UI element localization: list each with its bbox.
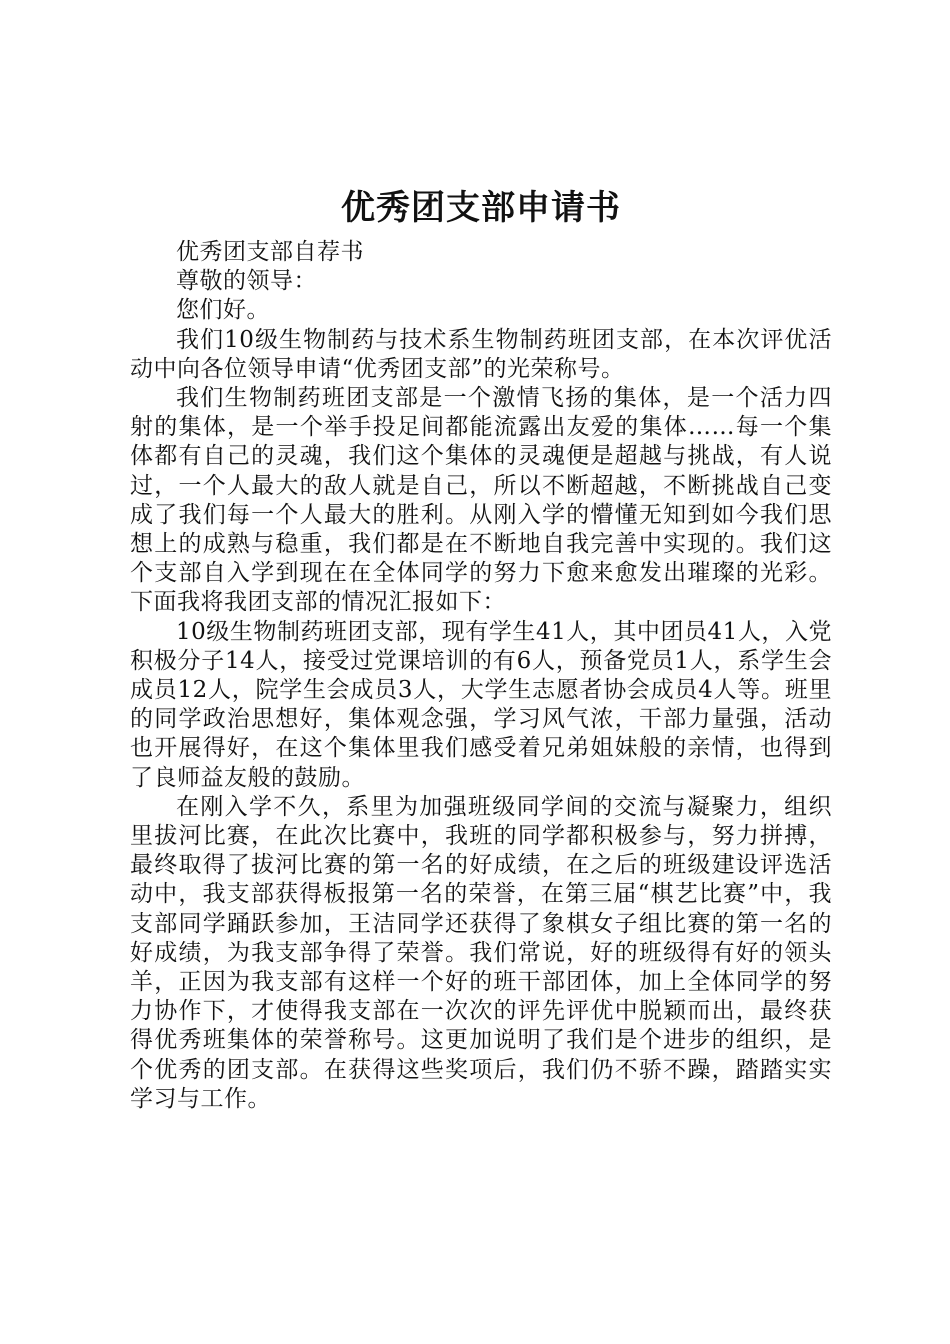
paragraph-intro: 我们10级生物制药与技术系生物制药班团支部，在本次评优活动中向各位领导申请“优秀团支部”的光荣称号。 bbox=[130, 326, 832, 382]
paragraph-recommendation-heading: 优秀团支部自荐书 bbox=[176, 239, 364, 265]
paragraph-collective-spirit: 我们生物制药班团支部是一个激情飞扬的集体，是一个活力四射的集体，是一个举手投足间都能流露出友爱的集体……每一个集体都有自己的灵魂，我们这个集体的灵魂便是超越与挑战，有人说过，一个人最大的敌人就是自己，所以不断超越，不断挑战自己变成了我们每一个人最大的胜利。从刚入学的懵懂无知到如今我们思想上的成熟与稳重，我们都是在不断地自我完善中实现的。我们这个支部自入学到现在在全体同学的努力下愈来愈发出璀璨的光彩。下面我将我团支部的情况汇报如下： bbox=[130, 385, 832, 616]
paragraph-branch-statistics: 10级生物制药班团支部，现有学生41人，其中团员41人，入党积极分子14人，接受过党课培训的有6人，预备党员1人，系学生会成员12人，院学生会成员3人，大学生志愿者协会成员4人等。班里的同学政治思想好，集体观念强，学习风气浓，干部力量强，活动也开展得好，在这个集体里我们感受着兄弟姐妹般的亲情，也得到了良师益友般的鼓励。 bbox=[130, 618, 832, 791]
document-title: 优秀团支部申请书 bbox=[341, 188, 621, 228]
paragraph-achievements: 在刚入学不久，系里为加强班级同学间的交流与凝聚力，组织里拔河比赛，在此次比赛中，我班的同学都积极参与，努力拼搏，最终取得了拔河比赛的第一名的好成绩，在之后的班级建设评选活动中，我支部获得板报第一名的荣誉，在第三届“棋艺比赛”中，我支部同学踊跃参加，王洁同学还获得了象棋女子组比赛的第一名的好成绩，为我支部争得了荣誉。我们常说，好的班级得有好的领头羊，正因为我支部有这样一个好的班干部团体，加上全体同学的努力协作下，才使得我支部在一次次的评先评优中脱颖而出，最终获得优秀班集体的荣誉称号。这更加说明了我们是个进步的组织，是个优秀的团支部。在获得这些奖项后，我们仍不骄不躁，踏踏实实学习与工作。 bbox=[130, 793, 832, 1112]
paragraph-salutation: 尊敬的领导： bbox=[176, 268, 317, 295]
paragraph-greeting: 您们好。 bbox=[176, 297, 270, 324]
document-page bbox=[130, 180, 832, 1114]
